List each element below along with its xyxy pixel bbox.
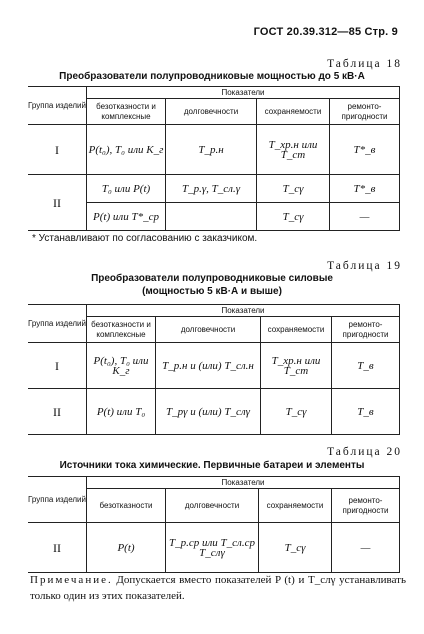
cell: T_сγ [259, 523, 332, 573]
col-header: безотказности [87, 489, 166, 523]
table-row [28, 343, 400, 389]
table19 [28, 304, 400, 435]
cell: T_р.н и (или) T_сл.н [156, 343, 261, 389]
table-row [28, 175, 400, 203]
col-header: долговечности [166, 99, 257, 125]
col-header: сохраняемости [259, 489, 332, 523]
table18-caption: Таблица 18 [327, 58, 402, 70]
table18 [28, 86, 400, 231]
cell: T_сγ [257, 175, 330, 203]
cell: T_рγ и (или) T_слγ [156, 389, 261, 435]
table19-caption: Таблица 19 [327, 260, 402, 272]
cell: P(t₀), T₀ или K_г [87, 125, 166, 175]
col-header: безотказности и комплексные [87, 317, 156, 343]
table18-title: Преобразователи полупроводниковые мощностью до 5 кВ·А [59, 71, 365, 82]
col-header: долговечности [156, 317, 261, 343]
group-header: Группа изделий [28, 87, 87, 125]
note-text: Допускается вместо показателей P (t) и T_слγ устанавливать только один из этих показателей. [30, 574, 406, 602]
group-header: Группа изделий [28, 305, 87, 343]
cell: T*_в [330, 175, 400, 203]
table19-title-1: Преобразователи полупроводниковые силовые [91, 273, 333, 284]
col-header: сохраняемости [261, 317, 332, 343]
table19-title-2: (мощностью 5 кВ·А и выше) [142, 286, 282, 297]
col-header: ремонто-пригодности [332, 317, 400, 343]
col-header: ремонто-пригодности [332, 489, 400, 523]
cell: T_сγ [257, 203, 330, 231]
table18-footnote: * Устанавливают по согласованию с заказчиком. [32, 233, 258, 244]
table-row [28, 125, 400, 175]
cell: P(t₀), T₀ или K_г [87, 343, 156, 389]
col-header: безотказности и комплексные [87, 99, 166, 125]
group-cell: II [28, 389, 87, 435]
cell: T_сγ [261, 389, 332, 435]
cell: T_р.н [166, 125, 257, 175]
table-row [28, 523, 400, 573]
group-cell: II [28, 175, 87, 231]
cell: T_хр.н или T_ст [261, 343, 332, 389]
indicators-header: Показатели [87, 87, 400, 99]
cell: T₀ или P(t) [87, 175, 166, 203]
note-label: Примечание. [30, 574, 113, 586]
cell: T_хр.н или T_ст [257, 125, 330, 175]
group-cell: I [28, 343, 87, 389]
group-cell: II [28, 523, 87, 573]
table20 [28, 476, 400, 573]
group-header: Группа изделий [28, 477, 87, 523]
cell: P(t) [87, 523, 166, 573]
col-header: долговечности [166, 489, 259, 523]
cell: — [332, 523, 400, 573]
indicators-header: Показатели [87, 477, 400, 489]
group-cell: I [28, 125, 87, 175]
note-paragraph [30, 572, 406, 604]
table20-title: Источники тока химические. Первичные батареи и элементы [59, 460, 365, 471]
cell: P(t) или T₀ [87, 389, 156, 435]
table-row [28, 389, 400, 435]
col-header: сохраняемости [257, 99, 330, 125]
col-header: ремонто-пригодности [330, 99, 400, 125]
table20-caption: Таблица 20 [327, 446, 402, 458]
cell: P(t) или T*_ср [87, 203, 166, 231]
page-header: ГОСТ 20.39.312—85 Стр. 9 [253, 26, 398, 38]
cell: T_в [332, 389, 400, 435]
cell: T_в [332, 343, 400, 389]
cell: T_р.γ, T_сл.γ [166, 175, 257, 203]
indicators-header: Показатели [87, 305, 400, 317]
cell: T*_в [330, 125, 400, 175]
cell [166, 203, 257, 231]
cell: — [330, 203, 400, 231]
cell: T_р.ср или T_сл.ср T_слγ [166, 523, 259, 573]
